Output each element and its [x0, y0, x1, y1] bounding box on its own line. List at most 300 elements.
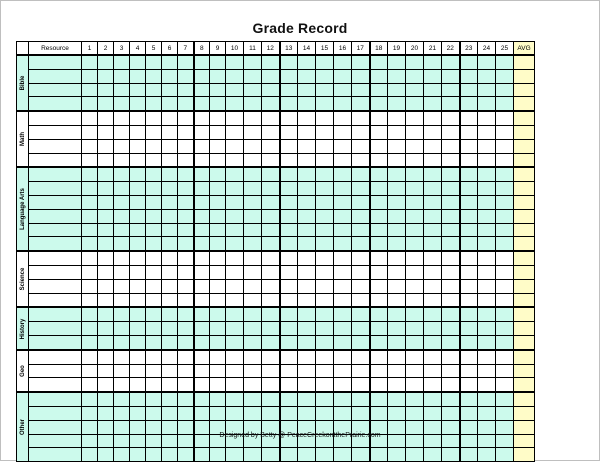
grade-cell[interactable]: [388, 448, 406, 462]
grade-cell[interactable]: [388, 335, 406, 349]
grade-cell[interactable]: [424, 111, 442, 125]
grade-cell[interactable]: [262, 322, 280, 336]
grade-cell[interactable]: [352, 237, 370, 251]
grade-cell[interactable]: [178, 237, 194, 251]
grade-cell[interactable]: [178, 448, 194, 462]
grade-cell[interactable]: [98, 167, 114, 181]
grade-cell[interactable]: [334, 55, 352, 69]
grade-cell[interactable]: [316, 265, 334, 279]
grade-cell[interactable]: [210, 279, 226, 293]
grade-cell[interactable]: [424, 69, 442, 83]
grade-cell[interactable]: [424, 378, 442, 392]
grade-cell[interactable]: [98, 279, 114, 293]
grade-cell[interactable]: [146, 139, 162, 153]
grade-cell[interactable]: [262, 223, 280, 237]
grade-cell[interactable]: [146, 69, 162, 83]
grade-cell[interactable]: [226, 69, 244, 83]
grade-cell[interactable]: [442, 307, 460, 321]
grade-cell[interactable]: [114, 195, 130, 209]
resource-cell[interactable]: [29, 55, 82, 69]
grade-cell[interactable]: [130, 182, 146, 196]
grade-cell[interactable]: [280, 153, 298, 167]
grade-cell[interactable]: [262, 364, 280, 378]
grade-cell[interactable]: [460, 448, 478, 462]
grade-cell[interactable]: [262, 265, 280, 279]
grade-cell[interactable]: [244, 167, 262, 181]
grade-cell[interactable]: [388, 406, 406, 420]
grade-cell[interactable]: [388, 279, 406, 293]
grade-cell[interactable]: [478, 279, 496, 293]
grade-cell[interactable]: [460, 69, 478, 83]
resource-cell[interactable]: [29, 406, 82, 420]
grade-cell[interactable]: [98, 223, 114, 237]
grade-cell[interactable]: [424, 55, 442, 69]
grade-cell[interactable]: [194, 335, 210, 349]
grade-cell[interactable]: [334, 237, 352, 251]
grade-cell[interactable]: [210, 182, 226, 196]
grade-cell[interactable]: [130, 265, 146, 279]
grade-cell[interactable]: [460, 364, 478, 378]
grade-cell[interactable]: [178, 293, 194, 307]
grade-cell[interactable]: [178, 69, 194, 83]
grade-cell[interactable]: [406, 335, 424, 349]
avg-cell[interactable]: [514, 209, 535, 223]
grade-cell[interactable]: [82, 406, 98, 420]
grade-cell[interactable]: [334, 167, 352, 181]
grade-cell[interactable]: [130, 322, 146, 336]
grade-cell[interactable]: [114, 364, 130, 378]
grade-cell[interactable]: [130, 139, 146, 153]
resource-cell[interactable]: [29, 307, 82, 321]
grade-cell[interactable]: [146, 448, 162, 462]
grade-cell[interactable]: [352, 167, 370, 181]
grade-cell[interactable]: [82, 139, 98, 153]
grade-cell[interactable]: [298, 139, 316, 153]
grade-cell[interactable]: [442, 83, 460, 97]
grade-cell[interactable]: [210, 392, 226, 406]
grade-cell[interactable]: [210, 55, 226, 69]
grade-cell[interactable]: [178, 209, 194, 223]
grade-cell[interactable]: [334, 153, 352, 167]
grade-cell[interactable]: [82, 279, 98, 293]
grade-cell[interactable]: [478, 167, 496, 181]
grade-cell[interactable]: [496, 209, 514, 223]
grade-cell[interactable]: [244, 251, 262, 265]
grade-cell[interactable]: [262, 392, 280, 406]
grade-cell[interactable]: [146, 293, 162, 307]
grade-cell[interactable]: [442, 182, 460, 196]
grade-cell[interactable]: [370, 265, 388, 279]
grade-cell[interactable]: [226, 335, 244, 349]
grade-cell[interactable]: [496, 139, 514, 153]
grade-cell[interactable]: [130, 307, 146, 321]
grade-cell[interactable]: [460, 209, 478, 223]
grade-cell[interactable]: [244, 350, 262, 364]
grade-cell[interactable]: [424, 293, 442, 307]
grade-cell[interactable]: [352, 83, 370, 97]
grade-cell[interactable]: [146, 97, 162, 111]
grade-cell[interactable]: [114, 83, 130, 97]
grade-cell[interactable]: [478, 223, 496, 237]
grade-cell[interactable]: [298, 182, 316, 196]
grade-cell[interactable]: [406, 364, 424, 378]
grade-cell[interactable]: [316, 97, 334, 111]
grade-cell[interactable]: [334, 251, 352, 265]
grade-cell[interactable]: [478, 265, 496, 279]
grade-cell[interactable]: [280, 125, 298, 139]
grade-cell[interactable]: [298, 406, 316, 420]
grade-cell[interactable]: [406, 195, 424, 209]
grade-cell[interactable]: [82, 167, 98, 181]
grade-cell[interactable]: [334, 335, 352, 349]
grade-cell[interactable]: [496, 350, 514, 364]
grade-cell[interactable]: [388, 209, 406, 223]
grade-cell[interactable]: [130, 209, 146, 223]
avg-cell[interactable]: [514, 279, 535, 293]
grade-cell[interactable]: [130, 111, 146, 125]
avg-cell[interactable]: [514, 153, 535, 167]
grade-cell[interactable]: [194, 55, 210, 69]
grade-cell[interactable]: [162, 167, 178, 181]
grade-cell[interactable]: [496, 392, 514, 406]
grade-cell[interactable]: [388, 153, 406, 167]
grade-cell[interactable]: [226, 111, 244, 125]
grade-cell[interactable]: [262, 350, 280, 364]
grade-cell[interactable]: [460, 223, 478, 237]
avg-cell[interactable]: [514, 125, 535, 139]
grade-cell[interactable]: [130, 97, 146, 111]
grade-cell[interactable]: [262, 55, 280, 69]
grade-cell[interactable]: [194, 265, 210, 279]
grade-cell[interactable]: [162, 350, 178, 364]
avg-cell[interactable]: [514, 83, 535, 97]
grade-cell[interactable]: [226, 153, 244, 167]
avg-cell[interactable]: [514, 223, 535, 237]
grade-cell[interactable]: [98, 55, 114, 69]
grade-cell[interactable]: [316, 153, 334, 167]
grade-cell[interactable]: [388, 322, 406, 336]
resource-cell[interactable]: [29, 139, 82, 153]
grade-cell[interactable]: [370, 153, 388, 167]
grade-cell[interactable]: [210, 83, 226, 97]
grade-cell[interactable]: [406, 97, 424, 111]
grade-cell[interactable]: [226, 223, 244, 237]
grade-cell[interactable]: [146, 350, 162, 364]
grade-cell[interactable]: [226, 139, 244, 153]
grade-cell[interactable]: [262, 97, 280, 111]
grade-cell[interactable]: [388, 251, 406, 265]
grade-cell[interactable]: [442, 448, 460, 462]
grade-cell[interactable]: [82, 350, 98, 364]
grade-cell[interactable]: [478, 97, 496, 111]
grade-cell[interactable]: [226, 83, 244, 97]
grade-cell[interactable]: [370, 293, 388, 307]
grade-cell[interactable]: [298, 335, 316, 349]
grade-cell[interactable]: [496, 279, 514, 293]
grade-cell[interactable]: [370, 139, 388, 153]
grade-cell[interactable]: [334, 139, 352, 153]
grade-cell[interactable]: [406, 265, 424, 279]
grade-cell[interactable]: [334, 223, 352, 237]
grade-cell[interactable]: [316, 364, 334, 378]
grade-cell[interactable]: [82, 83, 98, 97]
grade-cell[interactable]: [478, 195, 496, 209]
grade-cell[interactable]: [114, 279, 130, 293]
grade-cell[interactable]: [262, 307, 280, 321]
grade-cell[interactable]: [98, 335, 114, 349]
grade-cell[interactable]: [280, 111, 298, 125]
grade-cell[interactable]: [316, 293, 334, 307]
grade-cell[interactable]: [334, 97, 352, 111]
grade-cell[interactable]: [406, 83, 424, 97]
grade-cell[interactable]: [370, 182, 388, 196]
grade-cell[interactable]: [442, 125, 460, 139]
grade-cell[interactable]: [316, 392, 334, 406]
grade-cell[interactable]: [352, 293, 370, 307]
grade-cell[interactable]: [244, 406, 262, 420]
grade-cell[interactable]: [146, 322, 162, 336]
grade-cell[interactable]: [178, 182, 194, 196]
grade-cell[interactable]: [442, 237, 460, 251]
grade-cell[interactable]: [114, 209, 130, 223]
grade-cell[interactable]: [388, 293, 406, 307]
grade-cell[interactable]: [406, 322, 424, 336]
avg-cell[interactable]: [514, 322, 535, 336]
grade-cell[interactable]: [316, 223, 334, 237]
grade-cell[interactable]: [406, 223, 424, 237]
grade-cell[interactable]: [334, 125, 352, 139]
grade-cell[interactable]: [478, 139, 496, 153]
avg-cell[interactable]: [514, 139, 535, 153]
grade-cell[interactable]: [406, 125, 424, 139]
grade-cell[interactable]: [280, 448, 298, 462]
grade-cell[interactable]: [388, 364, 406, 378]
grade-cell[interactable]: [298, 322, 316, 336]
grade-cell[interactable]: [82, 378, 98, 392]
grade-cell[interactable]: [146, 335, 162, 349]
grade-cell[interactable]: [98, 153, 114, 167]
grade-cell[interactable]: [262, 279, 280, 293]
grade-cell[interactable]: [98, 209, 114, 223]
grade-cell[interactable]: [316, 167, 334, 181]
resource-cell[interactable]: [29, 364, 82, 378]
grade-cell[interactable]: [316, 279, 334, 293]
grade-cell[interactable]: [298, 448, 316, 462]
grade-cell[interactable]: [478, 406, 496, 420]
grade-cell[interactable]: [98, 406, 114, 420]
grade-cell[interactable]: [146, 364, 162, 378]
grade-cell[interactable]: [244, 237, 262, 251]
grade-cell[interactable]: [194, 111, 210, 125]
grade-cell[interactable]: [244, 69, 262, 83]
grade-cell[interactable]: [280, 209, 298, 223]
grade-cell[interactable]: [162, 125, 178, 139]
grade-cell[interactable]: [194, 69, 210, 83]
resource-cell[interactable]: [29, 83, 82, 97]
grade-cell[interactable]: [442, 293, 460, 307]
grade-cell[interactable]: [478, 335, 496, 349]
grade-cell[interactable]: [298, 153, 316, 167]
grade-cell[interactable]: [178, 335, 194, 349]
grade-cell[interactable]: [460, 392, 478, 406]
grade-cell[interactable]: [178, 97, 194, 111]
grade-cell[interactable]: [496, 448, 514, 462]
grade-cell[interactable]: [406, 448, 424, 462]
avg-cell[interactable]: [514, 251, 535, 265]
grade-cell[interactable]: [406, 406, 424, 420]
grade-cell[interactable]: [226, 307, 244, 321]
grade-cell[interactable]: [194, 293, 210, 307]
resource-cell[interactable]: [29, 97, 82, 111]
grade-cell[interactable]: [424, 223, 442, 237]
grade-cell[interactable]: [460, 111, 478, 125]
grade-cell[interactable]: [130, 279, 146, 293]
grade-cell[interactable]: [334, 209, 352, 223]
grade-cell[interactable]: [334, 307, 352, 321]
grade-cell[interactable]: [334, 111, 352, 125]
grade-cell[interactable]: [194, 406, 210, 420]
grade-cell[interactable]: [352, 322, 370, 336]
avg-cell[interactable]: [514, 335, 535, 349]
grade-cell[interactable]: [130, 448, 146, 462]
grade-cell[interactable]: [334, 83, 352, 97]
grade-cell[interactable]: [352, 69, 370, 83]
grade-cell[interactable]: [280, 378, 298, 392]
grade-cell[interactable]: [424, 448, 442, 462]
grade-cell[interactable]: [210, 293, 226, 307]
grade-cell[interactable]: [280, 251, 298, 265]
grade-cell[interactable]: [316, 83, 334, 97]
grade-cell[interactable]: [98, 83, 114, 97]
grade-cell[interactable]: [178, 153, 194, 167]
grade-cell[interactable]: [98, 265, 114, 279]
grade-cell[interactable]: [226, 97, 244, 111]
grade-cell[interactable]: [388, 167, 406, 181]
grade-cell[interactable]: [130, 335, 146, 349]
grade-cell[interactable]: [316, 350, 334, 364]
grade-cell[interactable]: [478, 392, 496, 406]
grade-cell[interactable]: [146, 125, 162, 139]
grade-cell[interactable]: [352, 350, 370, 364]
grade-cell[interactable]: [114, 448, 130, 462]
grade-cell[interactable]: [162, 237, 178, 251]
grade-cell[interactable]: [194, 378, 210, 392]
grade-cell[interactable]: [244, 265, 262, 279]
grade-cell[interactable]: [226, 279, 244, 293]
grade-cell[interactable]: [226, 448, 244, 462]
resource-cell[interactable]: [29, 392, 82, 406]
grade-cell[interactable]: [162, 69, 178, 83]
grade-cell[interactable]: [162, 97, 178, 111]
grade-cell[interactable]: [262, 125, 280, 139]
grade-cell[interactable]: [388, 350, 406, 364]
grade-cell[interactable]: [194, 97, 210, 111]
grade-cell[interactable]: [316, 55, 334, 69]
grade-cell[interactable]: [194, 125, 210, 139]
grade-cell[interactable]: [388, 55, 406, 69]
grade-cell[interactable]: [244, 125, 262, 139]
grade-cell[interactable]: [280, 406, 298, 420]
grade-cell[interactable]: [178, 139, 194, 153]
grade-cell[interactable]: [194, 279, 210, 293]
grade-cell[interactable]: [194, 139, 210, 153]
grade-cell[interactable]: [162, 209, 178, 223]
grade-cell[interactable]: [298, 378, 316, 392]
grade-cell[interactable]: [82, 153, 98, 167]
resource-cell[interactable]: [29, 448, 82, 462]
avg-cell[interactable]: [514, 406, 535, 420]
grade-cell[interactable]: [478, 55, 496, 69]
grade-cell[interactable]: [352, 265, 370, 279]
grade-cell[interactable]: [406, 392, 424, 406]
grade-cell[interactable]: [226, 265, 244, 279]
grade-cell[interactable]: [244, 182, 262, 196]
grade-cell[interactable]: [130, 195, 146, 209]
grade-cell[interactable]: [496, 111, 514, 125]
grade-cell[interactable]: [442, 364, 460, 378]
grade-cell[interactable]: [370, 251, 388, 265]
resource-cell[interactable]: [29, 153, 82, 167]
grade-cell[interactable]: [424, 406, 442, 420]
grade-cell[interactable]: [460, 279, 478, 293]
grade-cell[interactable]: [244, 448, 262, 462]
grade-cell[interactable]: [316, 378, 334, 392]
grade-cell[interactable]: [460, 307, 478, 321]
grade-cell[interactable]: [424, 237, 442, 251]
grade-cell[interactable]: [370, 392, 388, 406]
grade-cell[interactable]: [352, 406, 370, 420]
grade-cell[interactable]: [98, 364, 114, 378]
grade-cell[interactable]: [442, 279, 460, 293]
grade-cell[interactable]: [280, 350, 298, 364]
resource-cell[interactable]: [29, 223, 82, 237]
grade-cell[interactable]: [114, 125, 130, 139]
grade-cell[interactable]: [262, 406, 280, 420]
grade-cell[interactable]: [424, 209, 442, 223]
grade-cell[interactable]: [262, 448, 280, 462]
resource-cell[interactable]: [29, 322, 82, 336]
grade-cell[interactable]: [442, 69, 460, 83]
grade-cell[interactable]: [460, 406, 478, 420]
grade-cell[interactable]: [98, 350, 114, 364]
grade-cell[interactable]: [82, 55, 98, 69]
grade-cell[interactable]: [194, 364, 210, 378]
grade-cell[interactable]: [82, 293, 98, 307]
grade-cell[interactable]: [114, 406, 130, 420]
grade-cell[interactable]: [98, 251, 114, 265]
grade-cell[interactable]: [226, 378, 244, 392]
avg-cell[interactable]: [514, 378, 535, 392]
grade-cell[interactable]: [370, 406, 388, 420]
grade-cell[interactable]: [496, 167, 514, 181]
avg-cell[interactable]: [514, 364, 535, 378]
grade-cell[interactable]: [406, 167, 424, 181]
grade-cell[interactable]: [178, 167, 194, 181]
grade-cell[interactable]: [114, 237, 130, 251]
grade-cell[interactable]: [442, 153, 460, 167]
avg-cell[interactable]: [514, 350, 535, 364]
grade-cell[interactable]: [352, 307, 370, 321]
grade-cell[interactable]: [460, 182, 478, 196]
grade-cell[interactable]: [226, 182, 244, 196]
grade-cell[interactable]: [496, 378, 514, 392]
grade-cell[interactable]: [352, 279, 370, 293]
grade-cell[interactable]: [262, 293, 280, 307]
grade-cell[interactable]: [146, 111, 162, 125]
avg-cell[interactable]: [514, 237, 535, 251]
grade-cell[interactable]: [210, 153, 226, 167]
grade-cell[interactable]: [334, 350, 352, 364]
